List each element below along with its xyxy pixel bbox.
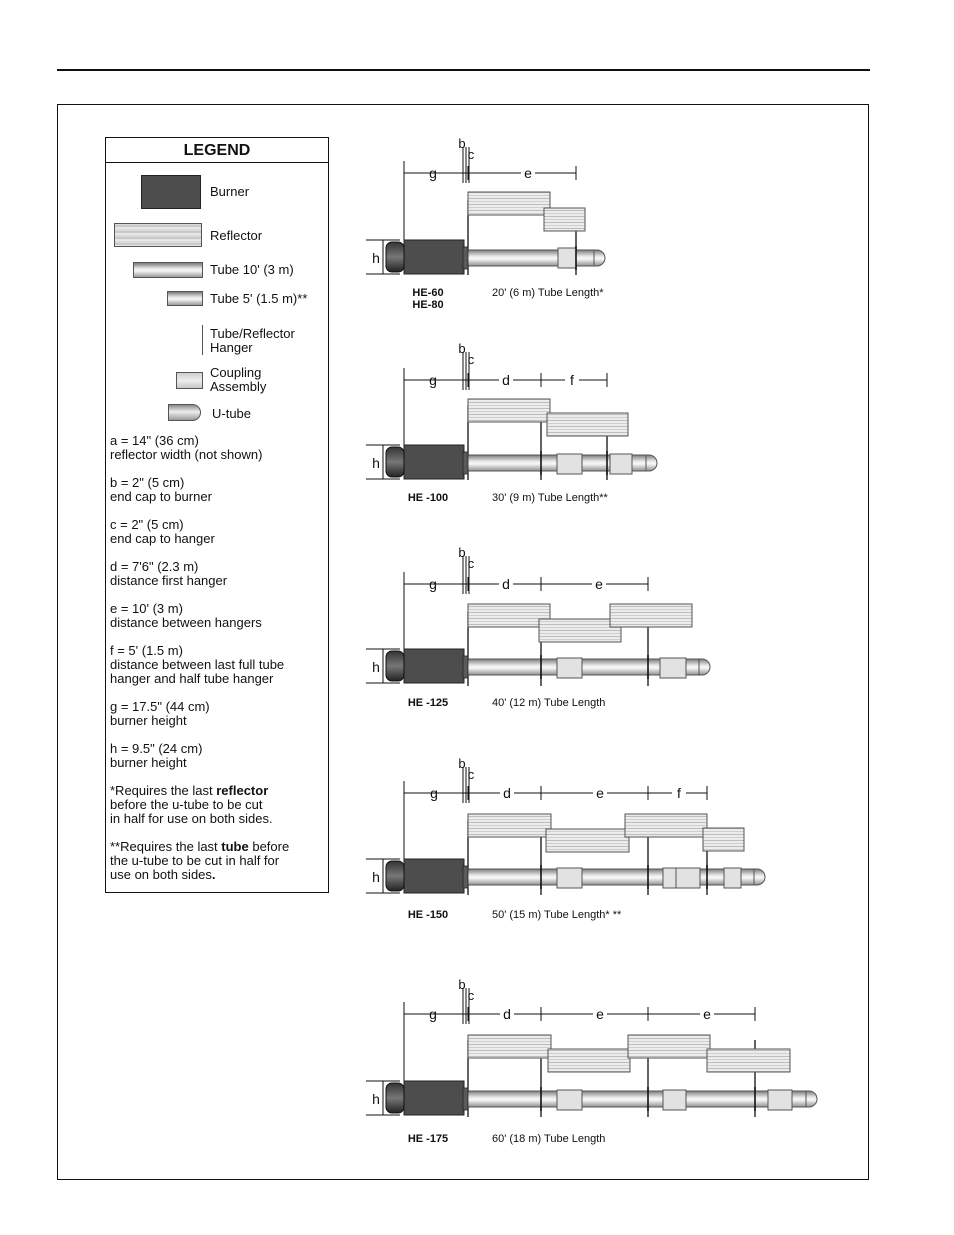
- tube-length-label: 50' (15 m) Tube Length* **: [492, 909, 622, 921]
- dim-label-e: e: [595, 576, 603, 592]
- dim-label-f: f: [570, 372, 574, 388]
- coupling-assembly: [557, 658, 582, 678]
- reflector: [468, 399, 550, 422]
- dim-label-g: g: [429, 372, 437, 388]
- definition-desc: end cap to burner: [110, 489, 212, 504]
- dim-label-c: c: [467, 988, 475, 1003]
- model-label: HE-80: [412, 299, 444, 311]
- legend-utube-label: U-tube: [212, 406, 252, 421]
- note-text: *Requires the last: [110, 783, 217, 798]
- tube: [464, 1091, 808, 1107]
- definition-key: h = 9.5" (24 cm): [110, 741, 203, 756]
- dim-label-b: b: [458, 756, 466, 771]
- dim-label-b: b: [458, 341, 466, 356]
- reflector: [544, 208, 585, 231]
- tube-length-label: 40' (12 m) Tube Length: [492, 697, 606, 709]
- coupling-assembly: [610, 454, 632, 474]
- definition-key: e = 10' (3 m): [110, 601, 183, 616]
- dim-label-h: h: [372, 869, 380, 885]
- reflector: [625, 814, 707, 837]
- model-label: HE -100: [407, 492, 449, 504]
- legend-reflector-label: Reflector: [210, 228, 263, 243]
- burner-flange: [463, 452, 468, 474]
- definition-desc: distance between last full tube hanger and half tube hanger: [110, 657, 285, 686]
- coupling-assembly: [557, 868, 582, 888]
- coupling-assembly: [557, 1090, 582, 1110]
- dim-label-e: e: [596, 1006, 604, 1022]
- dim-label-g: g: [430, 785, 438, 801]
- definition-key: a = 14" (36 cm): [110, 433, 199, 448]
- legend-coupling-label: Coupling Assembly: [210, 365, 267, 394]
- u-tube: [646, 455, 657, 471]
- dim-label-b: b: [458, 977, 466, 992]
- coupling-assembly: [768, 1090, 792, 1110]
- dim-label-d: d: [503, 1006, 511, 1022]
- reflector: [707, 1049, 790, 1072]
- model-label: HE -150: [407, 909, 449, 921]
- u-tube: [594, 250, 605, 266]
- dim-label-f: f: [677, 785, 681, 801]
- note-text: before the u-tube to be cut in half for use on both sides: [110, 839, 290, 882]
- burner-flange: [463, 1088, 468, 1110]
- dim-label-g: g: [429, 1006, 437, 1022]
- burner-flange: [463, 656, 468, 678]
- burner-body: [404, 859, 464, 893]
- dim-label-h: h: [372, 1091, 380, 1107]
- dim-label-c: c: [467, 352, 475, 367]
- coupling-assembly: [557, 454, 582, 474]
- dim-label-g: g: [429, 576, 437, 592]
- tube-length-label: 20' (6 m) Tube Length*: [492, 287, 604, 299]
- burner-body: [404, 240, 464, 274]
- tube-length-label: 30' (9 m) Tube Length**: [492, 492, 608, 504]
- definition-key: g = 17.5" (44 cm): [110, 699, 210, 714]
- reflector: [468, 604, 550, 627]
- definition-key: f = 5' (1.5 m): [110, 643, 183, 658]
- burner-body: [404, 1081, 464, 1115]
- coupling-assembly: [724, 868, 741, 888]
- burner-end-cap: [386, 447, 404, 477]
- coupling-assembly: [660, 658, 686, 678]
- reflector: [468, 192, 550, 215]
- definition-key: b = 2" (5 cm): [110, 475, 185, 490]
- burner-end-cap: [386, 242, 404, 272]
- burner-body: [404, 649, 464, 683]
- dim-label-h: h: [372, 250, 380, 266]
- definition-key: d = 7'6" (2.3 m): [110, 559, 199, 574]
- coupling-assembly: [663, 1090, 686, 1110]
- dim-label-h: h: [372, 455, 380, 471]
- model-label: HE -175: [407, 1133, 449, 1145]
- legend-burner-label: Burner: [210, 184, 250, 199]
- burner-end-cap: [386, 861, 404, 891]
- diagram-1: [366, 147, 605, 275]
- note-text: **Requires the last: [110, 839, 222, 854]
- reflector: [610, 604, 692, 627]
- legend-tube5-label: Tube 5' (1.5 m)**: [210, 291, 308, 306]
- dim-label-e: e: [524, 165, 532, 181]
- legend-tube10-label: Tube 10' (3 m): [210, 262, 294, 277]
- u-tube: [806, 1091, 817, 1107]
- definition-desc: distance between hangers: [110, 615, 262, 630]
- note-emphasis: tube: [221, 839, 249, 854]
- reflector: [703, 828, 744, 851]
- reflector: [468, 814, 551, 837]
- model-label: HE-60: [412, 287, 444, 299]
- reflector: [547, 413, 628, 436]
- definition-desc: burner height: [110, 755, 187, 770]
- tube-length-label: 60' (18 m) Tube Length: [492, 1133, 606, 1145]
- definition-desc: end cap to hanger: [110, 531, 215, 546]
- u-tube: [699, 659, 710, 675]
- dim-label-d: d: [503, 785, 511, 801]
- legend-hanger-label: Tube/Reflector Hanger: [210, 326, 295, 355]
- burner-end-cap: [386, 651, 404, 681]
- dim-label-b: b: [458, 545, 466, 560]
- burner-end-cap: [386, 1083, 404, 1113]
- dim-label-d: d: [502, 576, 510, 592]
- definition-desc: distance first hanger: [110, 573, 228, 588]
- note-emphasis: reflector: [216, 783, 269, 798]
- tube: [464, 869, 756, 885]
- dim-label-c: c: [467, 556, 475, 571]
- coupling-assembly: [558, 248, 576, 268]
- reflector: [548, 1049, 630, 1072]
- reflector: [628, 1035, 710, 1058]
- dim-label-c: c: [467, 767, 475, 782]
- diagram-2: [366, 352, 657, 480]
- dim-label-d: d: [502, 372, 510, 388]
- reflector: [539, 619, 621, 642]
- definition-desc: reflector width (not shown): [110, 447, 263, 462]
- legend-title: LEGEND: [106, 138, 328, 163]
- diagram-3: [366, 556, 710, 686]
- dim-label-e: e: [703, 1006, 711, 1022]
- burner-flange: [463, 247, 468, 269]
- dim-label-c: c: [467, 147, 475, 162]
- reflector: [468, 1035, 551, 1058]
- burner-flange: [463, 866, 468, 888]
- dim-label-e: e: [596, 785, 604, 801]
- reflector: [546, 829, 629, 852]
- dim-label-b: b: [458, 136, 466, 151]
- coupling-assembly: [663, 868, 676, 888]
- note-text: before the u-tube to be cut in half for use on both sides.: [110, 797, 273, 826]
- model-label: HE -125: [407, 697, 449, 709]
- dim-label-g: g: [429, 165, 437, 181]
- definition-key: c = 2" (5 cm): [110, 517, 184, 532]
- u-tube: [754, 869, 765, 885]
- burner-body: [404, 445, 464, 479]
- definition-desc: burner height: [110, 713, 187, 728]
- dim-label-h: h: [372, 659, 380, 675]
- diagram-4: [366, 767, 765, 895]
- note-emphasis: .: [211, 867, 216, 882]
- coupling-assembly: [676, 868, 700, 888]
